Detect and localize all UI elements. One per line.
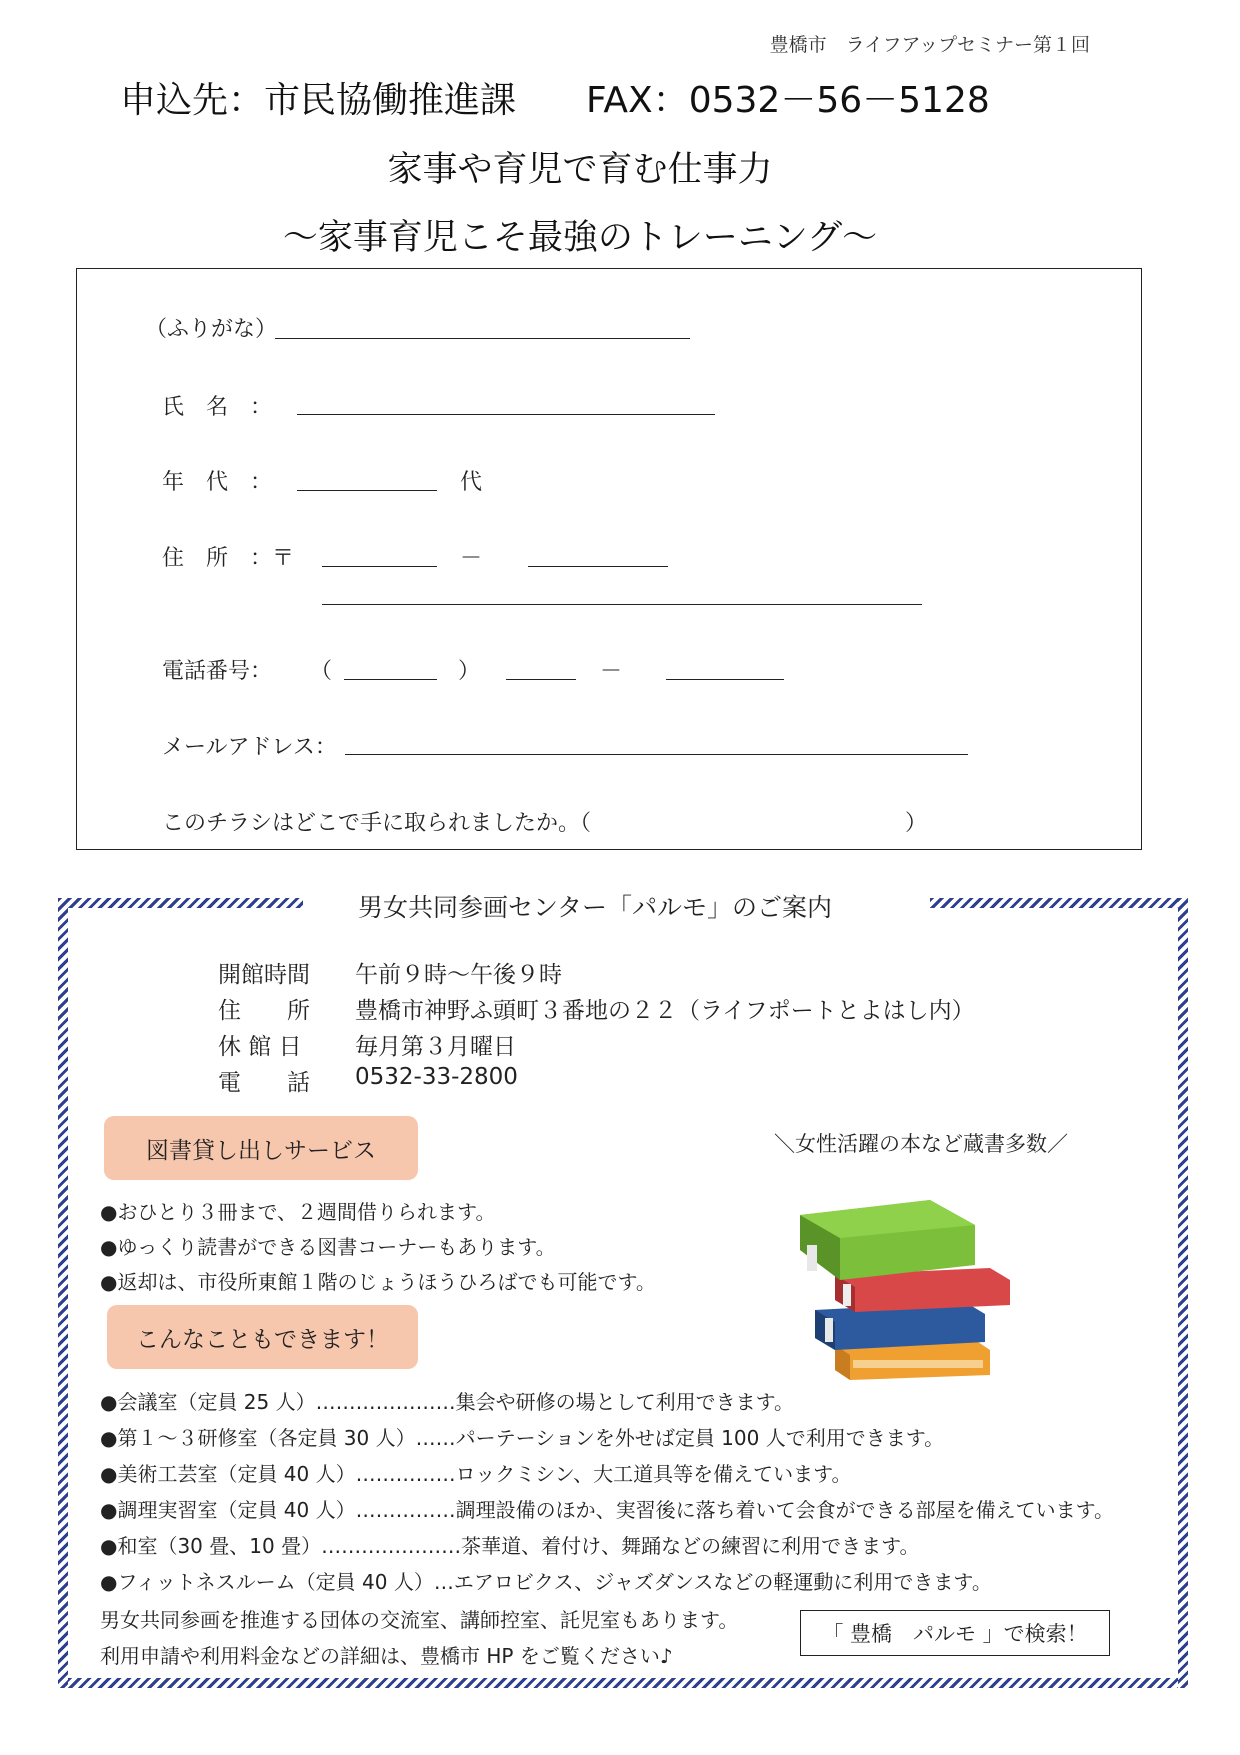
- phone-dash: －: [600, 659, 623, 684]
- list-item: ●第１～３研修室（各定員 30 人）……パーテーションを外せば定員 100 人で利用できます。: [100, 1426, 945, 1450]
- library-service-pill: 図書貸し出しサービス: [104, 1116, 418, 1180]
- search-hint-box: 「 豊橋 パルモ 」で検索！: [800, 1610, 1110, 1656]
- fax-number: FAX：0532－56－5128: [586, 80, 990, 121]
- list-item: ●会議室（定員 25 人）…………………集会や研修の場として利用できます。: [100, 1390, 795, 1414]
- email-label: メールアドレス：: [162, 735, 337, 760]
- info-row-label: 住 所: [218, 998, 310, 1024]
- facilities-pill: こんなこともできます！: [107, 1305, 418, 1369]
- footer-note: 男女共同参画を推進する団体の交流室、講師控室、託児室もあります。: [100, 1608, 739, 1632]
- address-field[interactable]: [322, 604, 922, 605]
- series-note: 豊橋市 ライフアップセミナー第１回: [769, 34, 1090, 56]
- phone-label: 電話番号：: [162, 659, 273, 684]
- stripe-border-bottom: [58, 1678, 1188, 1688]
- name-field[interactable]: [297, 414, 715, 415]
- apply-line: [120, 72, 990, 123]
- postal-code-second-field[interactable]: [528, 566, 668, 567]
- furigana-label: （ふりがな）: [145, 317, 278, 342]
- stripe-border-top-left: [58, 898, 303, 908]
- phone-middle-field[interactable]: [506, 679, 576, 680]
- age-label: 年 代 ：: [162, 470, 273, 495]
- email-field[interactable]: [345, 754, 968, 755]
- address-label: 住 所 ：〒: [162, 546, 295, 571]
- list-item: ●美術工芸室（定員 40 人）……………ロックミシン、大工道具等を備えています。: [100, 1462, 852, 1486]
- info-row-value: 毎月第３月曜日: [355, 1034, 516, 1060]
- stripe-border-right: [1178, 898, 1188, 1688]
- footer-note: 利用申請や利用料金などの詳細は、豊橋市 HP をご覧ください♪: [100, 1644, 673, 1668]
- age-suffix: 代: [460, 470, 483, 495]
- stack-of-books-icon: [795, 1190, 1025, 1380]
- apply-to: 申込先：市民協働推進課: [120, 80, 517, 121]
- postal-code-first-field[interactable]: [322, 566, 437, 567]
- list-item: ●和室（30 畳、10 畳）…………………茶華道、着付け、舞踊などの練習に利用できます。: [100, 1534, 920, 1558]
- page-subtitle: ～家事育児こそ最強のトレーニング～: [282, 218, 878, 258]
- info-row-label: 休 館 日: [218, 1034, 302, 1060]
- age-field[interactable]: [297, 490, 437, 491]
- list-item: ●ゆっくり読書ができる図書コーナーもあります。: [100, 1235, 556, 1259]
- postal-dash: －: [460, 546, 483, 571]
- phone-area-field[interactable]: [344, 679, 437, 680]
- furigana-field[interactable]: [275, 338, 690, 339]
- list-item: ●調理実習室（定員 40 人）……………調理設備のほか、実習後に落ち着いて会食ができる部屋を備えています。: [100, 1498, 1115, 1522]
- flyer-close-paren: ）: [905, 811, 928, 836]
- library-note: ＼女性活躍の本など蔵書多数／: [774, 1132, 1068, 1156]
- list-item: ●おひとり３冊まで、２週間借りられます。: [100, 1200, 496, 1224]
- flyer-question: このチラシはどこで手に取られましたか。（: [162, 811, 592, 836]
- name-label: 氏 名 ：: [162, 395, 273, 420]
- info-row-value: 豊橋市神野ふ頭町３番地の２２（ライフポートとよはし内）: [355, 998, 975, 1024]
- info-row-value: 午前９時～午後９時: [355, 962, 562, 988]
- stripe-border-left: [58, 898, 68, 1688]
- phone-last-field[interactable]: [666, 679, 784, 680]
- page-title: 家事や育児で育む仕事力: [387, 150, 773, 190]
- info-row-value: 0532-33-2800: [355, 1064, 518, 1090]
- list-item: ●返却は、市役所東館１階のじょうほうひろばでも可能です。: [100, 1270, 656, 1294]
- list-item: ●フィットネスルーム（定員 40 人）…エアロビクス、ジャズダンスなどの軽運動に利用できます。: [100, 1570, 992, 1594]
- phone-open-paren: （: [310, 659, 333, 684]
- stripe-border-top-right: [930, 898, 1188, 908]
- center-title: 男女共同参画センター「パルモ」のご案内: [358, 893, 833, 922]
- phone-close-paren: ）: [458, 659, 481, 684]
- info-row-label: 電 話: [218, 1070, 310, 1096]
- info-row-label: 開館時間: [218, 962, 310, 988]
